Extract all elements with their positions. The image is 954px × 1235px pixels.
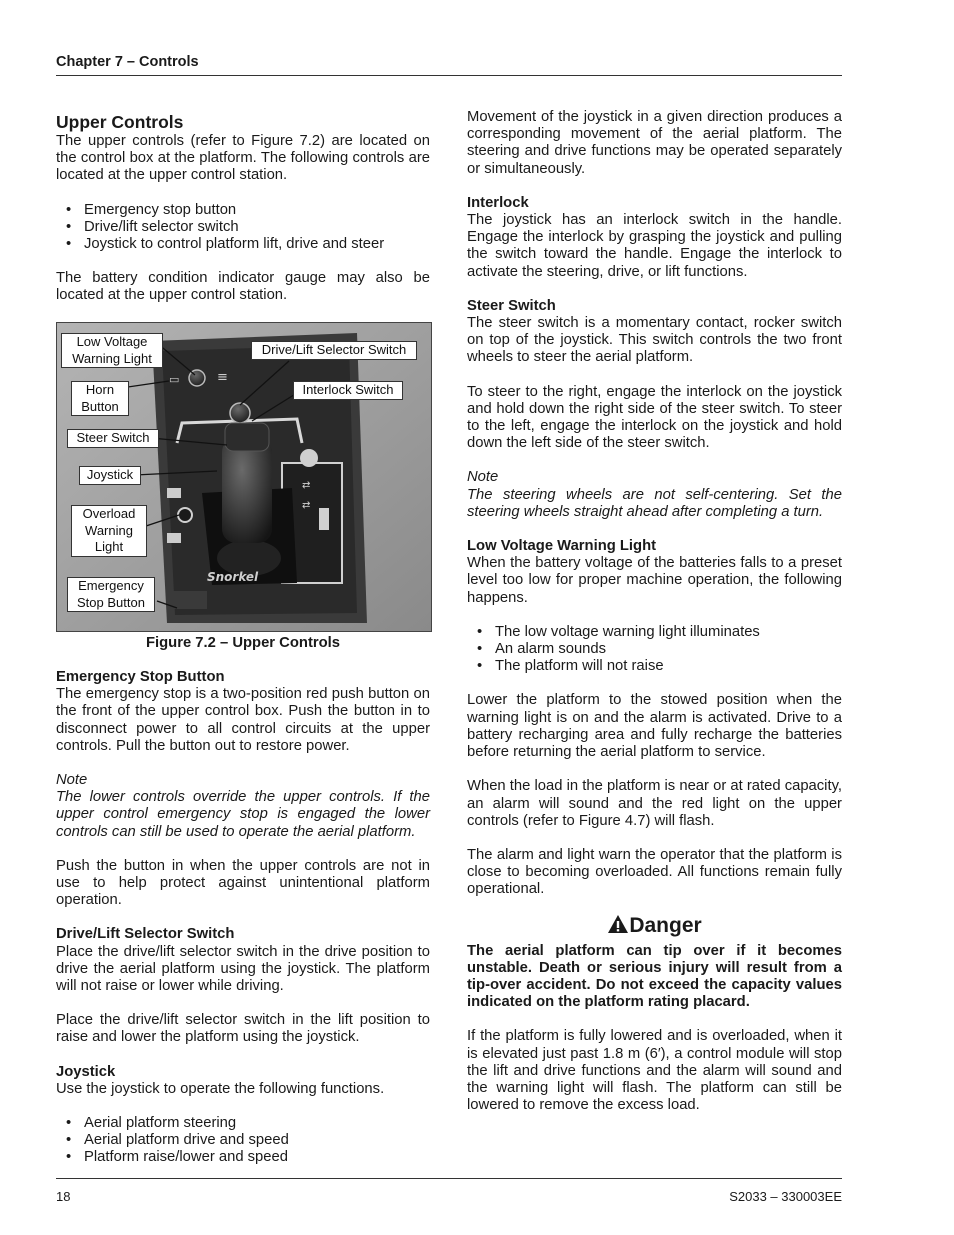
- callout-joystick: [79, 466, 141, 485]
- callout-text: Warning Light: [72, 350, 152, 366]
- list-item: • An alarm sounds: [467, 641, 842, 658]
- danger-title-text: Danger: [629, 913, 702, 937]
- svg-text:⇄: ⇄: [302, 480, 311, 491]
- callout-interlock: [293, 381, 403, 400]
- callout-text: Interlock Switch: [302, 382, 394, 397]
- list-item: • The platform will not raise: [467, 658, 842, 675]
- callout-text: Warning: [85, 522, 133, 538]
- movement-paragraph: Movement of the joystick in a given direction produces a corresponding movement of the aerial platform. The steering and drive functions may be operated separately or simultaneously.: [467, 109, 842, 177]
- document-number: S2033 – 330003EE: [729, 1189, 842, 1204]
- low-voltage-heading: Low Voltage Warning Light: [467, 538, 657, 555]
- right-column: [467, 109, 842, 1114]
- svg-text:≡: ≡: [217, 370, 228, 385]
- note-label: Note: [467, 469, 499, 486]
- push-paragraph: Push the button in when the upper controls are not in use to help protect against unintentional platform operation.: [56, 857, 430, 909]
- alarm-paragraph: The alarm and light warn the operator that the platform is close to becoming overloaded. All functions remain fully operational.: [467, 846, 842, 898]
- callout-text: Stop Button: [77, 594, 145, 610]
- callout-text: Emergency: [78, 578, 144, 593]
- low-voltage-list: [467, 624, 842, 676]
- list-item: • Drive/lift selector switch: [56, 219, 430, 236]
- controls-list: [56, 202, 430, 254]
- list-item: • Joystick to control platform lift, drive and steer: [56, 236, 430, 253]
- lower-paragraph: Lower the platform to the stowed position when the warning light is on and the alarm is activated. Drive to a battery recharging area and fully recharge the batteries before returning the aerial platform to service.: [467, 692, 842, 761]
- callout-text: Horn: [85, 382, 115, 397]
- drive-paragraph-2: Place the drive/lift selector switch in the lift position to raise and lower the platform using the joystick.: [56, 1012, 430, 1046]
- interlock-heading: Interlock: [467, 194, 529, 211]
- joystick-paragraph: Use the joystick to operate the following functions.: [56, 1080, 385, 1097]
- left-column-bottom: [56, 669, 430, 1167]
- callout-text: Overload: [82, 506, 136, 521]
- note-label: Note: [56, 772, 88, 789]
- interlock-paragraph: The joystick has an interlock switch in the handle. Engage the interlock by grasping the joystick and pulling the switch toward the handle. Engage the interlock to activate the steering, drive, or lift functions.: [467, 212, 842, 280]
- callout-overload: [71, 505, 147, 557]
- section-title: Upper Controls: [56, 112, 184, 132]
- chapter-header: Chapter 7 – Controls: [56, 54, 199, 70]
- callout-text: Low Voltage: [76, 334, 148, 349]
- list-item: • Emergency stop button: [56, 202, 430, 219]
- drive-paragraph-1: Place the drive/lift selector switch in the drive position to drive the aerial platform using the joystick. The platform will not raise or lower while driving.: [56, 943, 430, 995]
- callout-text: Button: [81, 398, 119, 414]
- callout-text: Light: [94, 539, 124, 554]
- overload-paragraph: If the platform is fully lowered and is overloaded, when it is elevated just past 1.8 m (6′), a control module will stop the lift and drive functions and the alarm will sound and the warning light will flash. The platform can still be lowered to remove the excess load.: [467, 1028, 842, 1114]
- callout-steer-switch: [67, 429, 159, 448]
- note-paragraph: The lower controls override the upper controls. If the upper control emergency stop is engaged the lower controls can still be used to operate the aerial platform.: [56, 789, 430, 840]
- warning-triangle-icon: [607, 914, 629, 934]
- callout-text: Drive/Lift Selector Switch: [261, 342, 407, 357]
- list-item: • Aerial platform steering: [56, 1115, 430, 1132]
- intro-paragraph: The upper controls (refer to Figure 7.2) are located on the control box at the platform. The following controls are located at the upper control station.: [56, 133, 430, 184]
- svg-text:▭: ▭: [169, 373, 180, 386]
- note-paragraph: The steering wheels are not self-centering. Set the steering wheels straight ahead after completing a turn.: [467, 486, 842, 520]
- callout-emergency-stop: [67, 577, 155, 612]
- low-voltage-paragraph: When the battery voltage of the batteries falls to a preset level too low for proper machine operation, the following happens.: [467, 555, 842, 606]
- footer-rule: [56, 1178, 842, 1179]
- list-item: • Platform raise/lower and speed: [56, 1149, 430, 1166]
- page-number: 18: [56, 1189, 71, 1204]
- drive-lift-heading: Drive/Lift Selector Switch: [56, 926, 235, 943]
- brand-logo: Snorkel: [207, 570, 259, 584]
- list-item: • Aerial platform drive and speed: [56, 1132, 430, 1149]
- estop-heading: Emergency Stop Button: [56, 669, 225, 685]
- upper-controls-photo: [56, 322, 432, 632]
- figure-caption: Figure 7.2 – Upper Controls: [145, 635, 341, 651]
- callout-text: Joystick: [86, 467, 134, 482]
- danger-paragraph: The aerial platform can tip over if it becomes unstable. Death or serious injury will result from a tip-over accident. Do not exceed the capacity values indicated on the platform rating placard.: [467, 942, 842, 1011]
- steer-paragraph-1: The steer switch is a momentary contact, rocker switch on top of the joystick. This switch controls the two front wheels to steer the aerial platform.: [467, 315, 842, 366]
- svg-text:⇄: ⇄: [302, 500, 311, 511]
- callout-text: Steer Switch: [76, 430, 150, 445]
- joystick-heading: Joystick: [56, 1063, 116, 1080]
- steer-switch-heading: Steer Switch: [467, 297, 556, 314]
- callout-horn: [71, 381, 129, 416]
- callout-low-voltage: [61, 333, 163, 368]
- list-item: • The low voltage warning light illuminates: [467, 624, 842, 641]
- callout-drive-lift: [251, 341, 417, 360]
- load-paragraph: When the load in the platform is near or at rated capacity, an alarm will sound and the red light on the upper controls (refer to Figure 4.7) will flash.: [467, 778, 842, 829]
- left-column-top: [56, 111, 430, 305]
- danger-heading: [467, 913, 842, 939]
- steer-paragraph-2: To steer to the right, engage the interlock on the joystick and hold down the right side of the steer switch. To steer to the left, engage the interlock on the joystick and hold down the left side of the steer switch.: [467, 383, 842, 452]
- joystick-functions-list: [56, 1115, 430, 1167]
- header-rule: [56, 75, 842, 76]
- battery-paragraph: The battery condition indicator gauge may also be located at the upper control station.: [56, 270, 430, 304]
- estop-paragraph: The emergency stop is a two-position red push button on the front of the upper control box. Push the button in to disconnect power to all control circuits at the upper controls. Pull the button out to restore power.: [56, 686, 430, 754]
